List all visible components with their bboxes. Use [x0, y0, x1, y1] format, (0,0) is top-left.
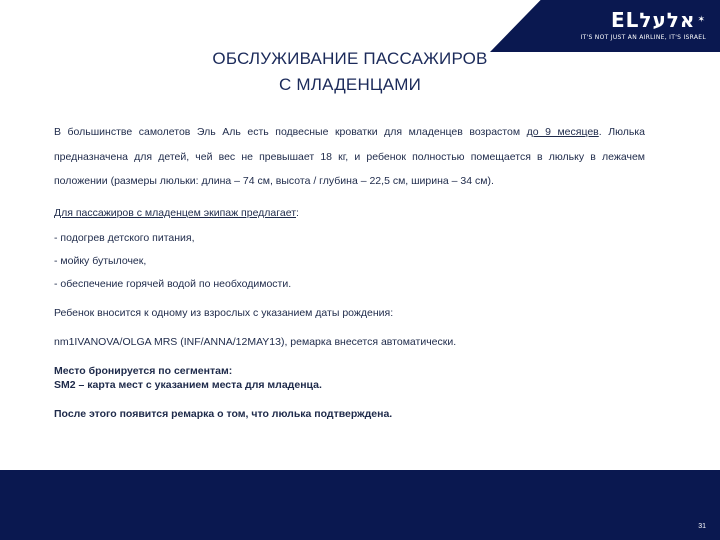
confirmation-line: После этого появится ремарка о том, что люлька подтверждена.: [54, 407, 393, 420]
list-item: - подогрев детского питания,: [54, 231, 195, 244]
intro-text-start: В большинстве самолетов Эль Аль есть подвесные кроватки для младенцев возрастом: [54, 126, 527, 138]
logo-text: ELאלעל: [610, 8, 696, 32]
command-paragraph: nm1IVANOVA/OLGA MRS (INF/ANNA/12MAY13), ремарка внесется автоматически.: [54, 335, 457, 348]
seatmap-line: SM2 – карта мест с указанием места для младенца.: [54, 378, 322, 391]
list-item: - обеспечение горячей водой по необходимости.: [54, 277, 292, 290]
birthdate-paragraph: Ребенок вносится к одному из взрослых с указанием даты рождения:: [54, 306, 394, 319]
crew-offer-heading: [54, 206, 645, 220]
brand-logo: [536, 9, 706, 41]
star-of-david-icon: ✶: [697, 15, 706, 25]
footer-bar: [0, 470, 720, 540]
crew-offer-colon: :: [296, 206, 299, 219]
main-content: [54, 120, 645, 421]
segment-booking-line: Место бронируется по сегментам:: [54, 364, 233, 377]
logo-wordmark: [536, 9, 706, 31]
intro-text-end: . Люлька предназначена для детей, чей вес не превышает 18 кг, и ребенок полностью помещается в люльку в лежачем положении (размеры люльки: длина – 74 см, высота / глубина – 22,5 см, ширина – 34 см).: [54, 126, 646, 187]
age-limit-text: до 9 месяцев: [526, 126, 599, 138]
page-title: [130, 46, 570, 98]
title-line-2: С МЛАДЕНЦАМИ: [278, 75, 422, 94]
title-line-1: ОБСЛУЖИВАНИЕ ПАССАЖИРОВ: [212, 49, 488, 68]
list-item: - мойку бутылочек,: [54, 254, 147, 267]
logo-tagline: IT'S NOT JUST AN AIRLINE, IT'S ISRAEL: [580, 34, 706, 41]
crew-offer-label: Для пассажиров с младенцем экипаж предлагает: [54, 206, 297, 219]
intro-paragraph: [54, 120, 645, 194]
page-number: 31: [698, 523, 706, 530]
